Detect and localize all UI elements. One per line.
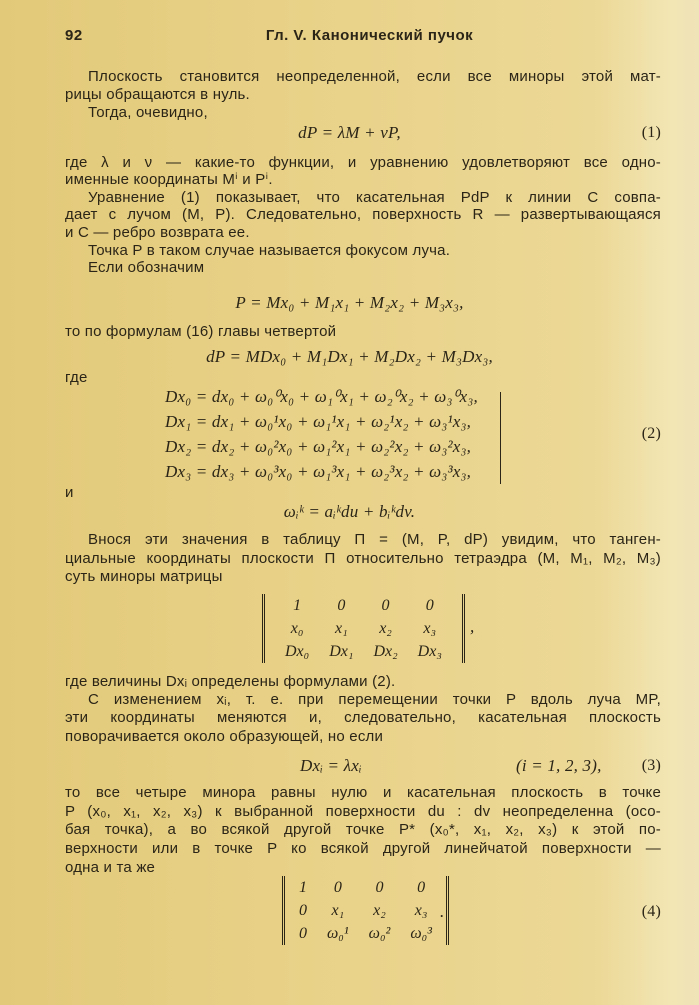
matrix-4 <box>282 876 449 945</box>
matrix-cell: Dx₁ <box>329 642 354 660</box>
equation-number: (4) <box>641 903 661 920</box>
matrix-cell: ω₀³ <box>410 924 432 942</box>
matrix-cell: 0 <box>299 901 307 919</box>
text-line: Внося эти значения в таблицу Π = (M, P, dP) увидим, что танген- <box>88 531 661 548</box>
text-line: одна и та же <box>65 859 156 876</box>
text-line: рицы обращаются в нуль. <box>65 86 250 103</box>
matrix-cell: 0 <box>375 878 384 896</box>
equation-3-condition: (i = 1, 2, 3), <box>516 756 602 775</box>
equation-dP: dP = MDx₀ + M₁Dx₁ + M₂Dx₂ + M₃Dx₃, <box>206 347 493 366</box>
matrix-cell: 0 <box>417 878 426 896</box>
matrix-punctuation: , <box>470 617 475 636</box>
text-line: Если обозначим <box>88 259 205 276</box>
matrix-cell: 0 <box>381 596 390 614</box>
text-line: верхности или в точке P ко всякой другой линейчатой поверхности — <box>65 840 661 857</box>
system-line: Dx₀ = dx₀ + ω₀⁰x₀ + ω₁⁰x₁ + ω₂⁰x₂ + ω₃⁰x₃, <box>165 387 478 406</box>
matrix-cell: ω₀¹ <box>327 924 349 942</box>
text-line: и C — ребро возврата ее. <box>65 224 250 241</box>
matrix-cell: x₂ <box>379 619 392 637</box>
text-line: эти координаты меняются и, следовательно, касательная плоскость <box>65 709 661 726</box>
text-line: дает с лучом (M, P). Следовательно, поверхность R — развертывающаяся <box>65 206 661 223</box>
text-line: Тогда, очевидно, <box>88 104 208 121</box>
text-line: Уравнение (1) показывает, что касательная PdP к линии C совпа- <box>88 189 661 206</box>
system-line: Dx₃ = dx₃ + ω₀³x₀ + ω₁³x₁ + ω₂³x₂ + ω₃³x₃, <box>165 462 472 481</box>
matrix-cell: Dx₂ <box>373 642 398 660</box>
equation-number: (3) <box>641 757 661 774</box>
matrix-cell: 0 <box>333 878 342 896</box>
matrix-cell: x₃ <box>414 901 428 919</box>
system-bracket <box>500 392 501 484</box>
text-line: где <box>65 369 88 386</box>
matrix-cell: x₃ <box>423 619 437 637</box>
matrix-cell: 0 <box>425 596 434 614</box>
text-line: и <box>65 484 74 501</box>
matrix-punctuation: . <box>440 902 445 921</box>
matrix-cell: Dx₃ <box>417 642 442 660</box>
text-line: то все четыре минора равны нулю и касательная плоскость в точке <box>65 784 661 801</box>
chapter-title: Гл. V. Канонический пучок <box>265 27 474 44</box>
matrix-cell: x₂ <box>373 901 386 919</box>
text-line: бая точка), а во всякой другой точке P* (x₀*, x₁, x₂, x₃) к этой по- <box>65 821 661 838</box>
system-line: Dx₂ = dx₂ + ω₀²x₀ + ω₁²x₁ + ω₂²x₂ + ω₃²x₃, <box>165 437 472 456</box>
equation-number: (1) <box>641 124 661 141</box>
text-line: Точка P в таком случае называется фокусом луча. <box>88 242 451 259</box>
matrix-cell: x₁ <box>334 619 348 637</box>
text-line: где величины Dxᵢ определены формулами (2). <box>65 673 396 690</box>
equation-3: Dxᵢ = λxᵢ <box>300 756 362 775</box>
matrix-1 <box>262 594 465 663</box>
text-line: суть миноры матрицы <box>65 568 223 585</box>
equation-P: P = Mx₀ + M₁x₁ + M₂x₂ + M₃x₃, <box>235 293 464 312</box>
matrix-cell: Dx₀ <box>285 642 310 660</box>
text-line: P (x₀, x₁, x₂, x₃) к выбранной поверхности du : dv неопределенна (осо- <box>65 803 661 820</box>
text-line: циальные координаты плоскости Π относительно тетраэдра (M, M₁, M₂, M₃) <box>65 550 661 567</box>
equation-number: (2) <box>641 425 661 442</box>
text-line: именные координаты Mⁱ и Pⁱ. <box>65 171 273 188</box>
text-line: то по формулам (16) главы четвертой <box>65 323 337 340</box>
text-line: поворачивается около образующей, но если <box>65 728 384 745</box>
page-number: 92 <box>65 27 83 44</box>
equation-1: dP = λM + νP, <box>298 123 401 142</box>
matrix-cell: x₀ <box>290 619 304 637</box>
text-line: где λ и ν — какие-то функции, и уравнению удовлетворяют все одно- <box>65 154 661 171</box>
system-line: Dx₁ = dx₁ + ω₀¹x₀ + ω₁¹x₁ + ω₂¹x₂ + ω₃¹x₃, <box>165 412 472 431</box>
equation-omega: ωᵢᵏ = aᵢᵏdu + bᵢᵏdv. <box>283 502 416 521</box>
matrix-cell: 0 <box>299 924 307 942</box>
matrix-cell: 1 <box>293 596 302 614</box>
matrix-cell: ω₀² <box>368 924 391 942</box>
text-line: Плоскость становится неопределенной, если все миноры этой мат- <box>88 68 661 85</box>
matrix-cell: 0 <box>337 596 346 614</box>
matrix-cell: 1 <box>299 878 307 896</box>
text-line: С изменением xᵢ, т. е. при перемещении точки P вдоль луча MP, <box>88 691 661 708</box>
matrix-cell: x₁ <box>331 901 345 919</box>
